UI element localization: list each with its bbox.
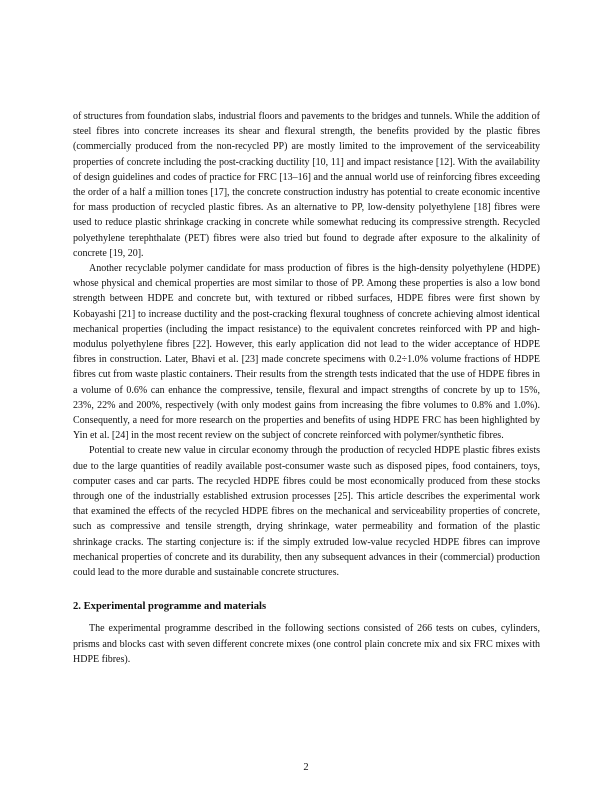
- paragraph-2: Another recyclable polymer candidate for mass production of fibres is the high-density polyethylene (HDPE) whose physical and chemical properties are most similar to those of PP. Among these properties is also a low bond strength between HDPE and concrete but, with textured or ribbed surfaces, HDPE fibres were first shown by Kobayashi [21] to increase ductility and the post-cracking flexural toughness of concrete achieving almost identical mechanical properties (including the impact resistance) to the equivalent concretes reinforced with PP and high-modulus polyethylene fibres [22]. However, this early application did not lead to the wider acceptance of HDPE fibres in construction. Later, Bhavi et al. [23] made concrete specimens with 0.2÷1.0% volume fractions of HDPE fibres cut from waste plastic containers. Their results from the strength tests indicated that the use of HDPE fibres in a volume of 0.6% can enhance the compressive, tensile, flexural and impact strengths of concrete by up to 15%, 23%, 22% and 200%, respectively (with only modest gains from increasing the fibre volumes to 0.8% and 1.0%). Consequently, a need for more research on the properties and benefits of using HDPE FRC has been highlighted by Yin et al. [24] in the most recent review on the subject of concrete reinforced with polymer/synthetic fibres.: [73, 263, 540, 442]
- paragraph-4: The experimental programme described in the following sections consisted of 266 tests on cubes, cylinders, prisms and blocks cast with seven different concrete mixes (one control plain concrete mix and six FRC mixes with HDPE fibres).: [73, 623, 540, 665]
- page-body: [73, 109, 540, 667]
- paragraph-1: of structures from foundation slabs, industrial floors and pavements to the bridges and tunnels. While the addition of steel fibres into concrete increases its shear and flexural strength, the benefits provided by the plastic fibres (commercially produced from the non-recycled PP) are mostly limited to the improvement of the serviceability properties of concrete including the post-cracking ductility [10, 11] and impact resistance [12]. With the availability of design guidelines and codes of practice for FRC [13–16] and the annual world use of reinforcing fibres exceeding the order of a half a million tones [17], the concrete construction industry has potential to create economic incentive for mass production of recycled plastic fibres. As an alternative to PP, low-density polyethylene [18] fibres were used to reduce plastic shrinkage cracking in concrete while somewhat reducing its compressive strength. Recycled polyethylene terephthalate (PET) fibres were also tried but found to degrade after exposure to the alkalinity of concrete [19, 20].: [73, 111, 540, 259]
- page-number: 2: [303, 762, 309, 773]
- paragraph-3: Potential to create new value in circular economy through the production of recycled HDPE plastic fibres exists due to the large quantities of readily available post-consumer waste such as disposed pipes, food containers, toys, computer cases and car parts. The recycled HDPE fibres could be most economically produced from these stocks through one of the industrially established extrusion processes [25]. This article describes the experimental work that examined the effects of the recycled HDPE fibres on the mechanical and serviceability properties of concrete, such as compressive and tensile strength, drying shrinkage, water permeability and formation of the plastic shrinkage cracks. The starting conjecture is: if the simply extruded low-value recycled HDPE fibres can improve mechanical properties of concrete and its durability, then any subsequent advances in their (commercial) production could lead to the more durable and sustainable concrete structures.: [73, 445, 540, 579]
- section-heading: 2. Experimental programme and materials: [73, 601, 267, 613]
